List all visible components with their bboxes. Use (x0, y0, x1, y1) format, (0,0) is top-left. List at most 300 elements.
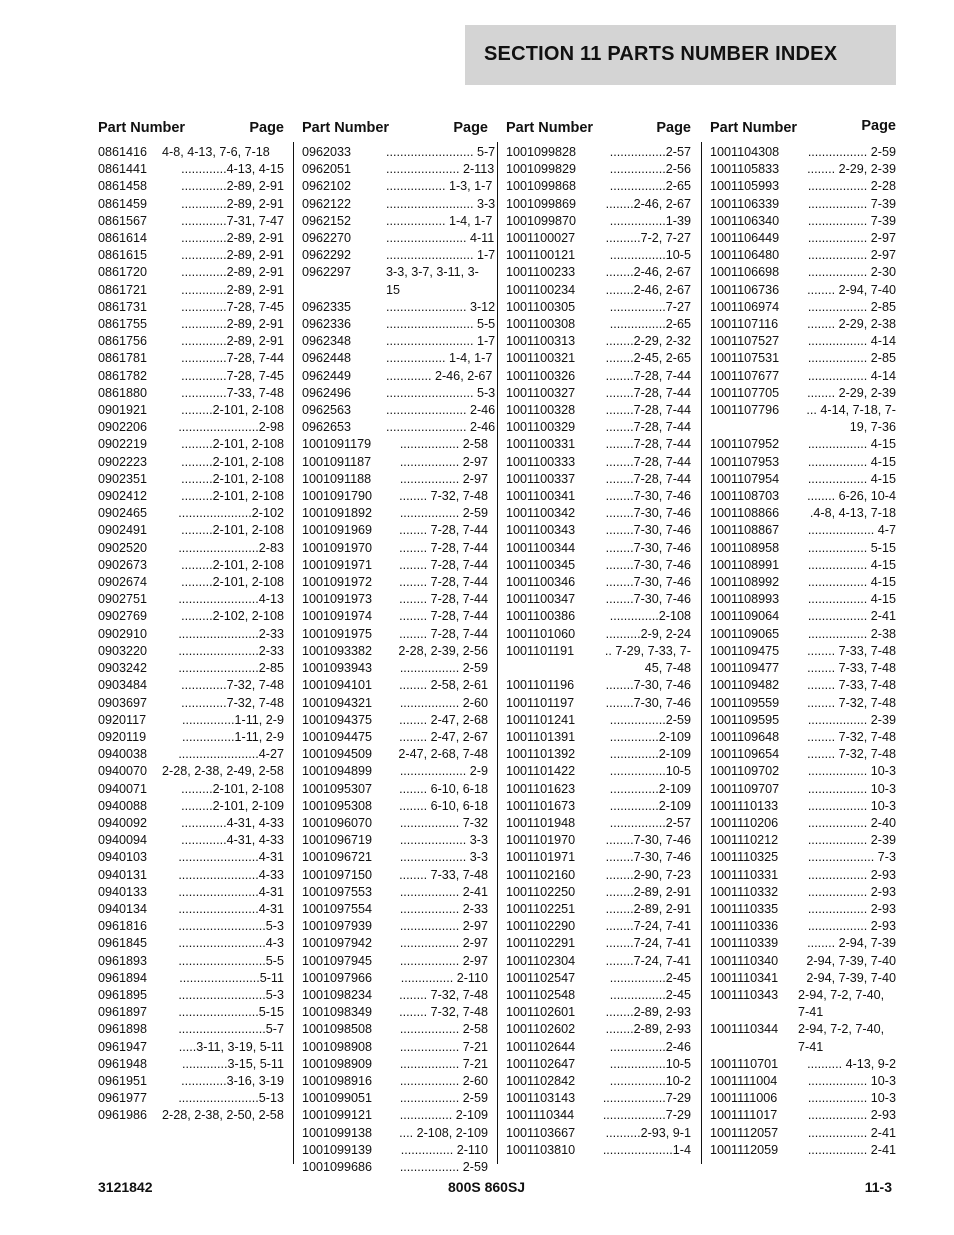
index-row (302, 1107, 488, 1124)
part-number: 0962653 (302, 420, 352, 435)
page-reference: ............... 2-110 (400, 970, 488, 985)
page-reference: ................. 2-41 (399, 884, 488, 899)
page-reference: ........7-30, 7-46 (605, 489, 691, 504)
page-reference: .....................2-102 (178, 506, 284, 521)
page-reference: .....3-11, 3-19, 5-11 (178, 1039, 284, 1054)
column-header (98, 118, 284, 144)
page-reference: .............4-31, 4-33 (181, 815, 284, 830)
part-number: 1001101948 (506, 815, 576, 830)
part-number: 0861721 (98, 282, 148, 297)
page-reference: .... 2-108, 2-109 (399, 1125, 488, 1140)
page-reference: .......................4-33 (178, 867, 284, 882)
part-number: 1001103667 (506, 1125, 576, 1140)
part-number: 0920119 (98, 729, 147, 744)
page-reference: ............. 2-46, 2-67 (386, 368, 493, 383)
index-row (98, 763, 284, 780)
index-row (710, 350, 896, 367)
index-row (98, 385, 284, 402)
index-row (710, 264, 896, 281)
page-reference: ........ 7-32, 7-48 (807, 729, 896, 744)
part-number: 0902674 (98, 575, 148, 590)
page-reference: ........ 2-58, 2-61 (399, 678, 488, 693)
index-row (302, 247, 496, 264)
index-row (506, 264, 691, 281)
index-row (506, 677, 691, 694)
index-row (98, 299, 284, 316)
page-reference: ........7-24, 7-41 (605, 936, 691, 951)
page-reference: ........2-90, 7-23 (605, 867, 691, 882)
index-row (98, 953, 284, 970)
part-number: 1001095308 (302, 798, 373, 813)
footer-doc-number: 3121842 (98, 1179, 153, 1195)
index-row (302, 350, 493, 367)
index-row (302, 901, 488, 918)
part-number: 1001102291 (506, 936, 576, 951)
index-row (506, 987, 691, 1004)
page-reference: 4-8, 4-13, 7-6, 7-18 (162, 145, 270, 159)
part-number: 1001094101 (302, 678, 373, 693)
page-reference: .. 7-29, 7-33, 7-45, 7-48 (604, 643, 691, 676)
page-reference: 2-28, 2-38, 2-50, 2-58 (162, 1108, 284, 1123)
page-reference: ................. 2-39 (807, 712, 896, 727)
page-reference: ................. 2-40 (807, 815, 896, 830)
index-row (710, 608, 896, 625)
page-reference: ........ 7-28, 7-44 (399, 540, 488, 555)
index-row (506, 729, 691, 746)
page-reference: ..................... 2-113 (386, 162, 495, 177)
index-row (302, 316, 496, 333)
index-row (506, 1004, 691, 1021)
page-reference: ................... 3-3 (399, 833, 488, 848)
index-row (506, 161, 691, 178)
part-number: 1001097553 (302, 884, 373, 899)
index-row (710, 953, 896, 970)
index-row (98, 832, 284, 849)
index-row (302, 1090, 488, 1107)
page-reference: 2-28, 2-38, 2-49, 2-58 (162, 764, 284, 779)
part-number: 0861416 (98, 145, 148, 159)
part-number: 1001100346 (506, 575, 576, 590)
page-reference: ................. 10-3 (807, 781, 896, 796)
page-reference: ........7-24, 7-41 (605, 919, 691, 934)
part-number: 1001101060 (506, 626, 576, 641)
page-reference: ................. 2-39 (807, 833, 896, 848)
part-number: 0940092 (98, 815, 148, 830)
index-row (98, 213, 284, 230)
page-reference: ........ 2-94, 7-39 (807, 936, 896, 951)
index-row (710, 1056, 896, 1073)
part-number: 1001091969 (302, 523, 373, 538)
index-row (506, 1021, 691, 1038)
part-number: 1001103143 (506, 1091, 576, 1106)
part-number: 1001100345 (506, 557, 576, 572)
part-number: 1001108992 (710, 575, 780, 590)
part-number: 1001100233 (506, 265, 576, 280)
index-row (710, 230, 896, 247)
part-number: 0962270 (302, 231, 352, 246)
part-number: 0961845 (98, 936, 148, 951)
page-reference: ................2-59 (609, 712, 691, 727)
page-reference: ........ 7-28, 7-44 (399, 523, 488, 538)
index-row (98, 1090, 284, 1107)
index-row (302, 763, 488, 780)
page-reference: ................. 10-3 (807, 798, 896, 813)
page-reference: ........2-89, 2-93 (605, 1005, 691, 1020)
index-row (506, 522, 691, 539)
page-reference: ........ 7-32, 7-48 (807, 695, 896, 710)
part-number: 0903484 (98, 678, 148, 693)
part-number: 1001098234 (302, 987, 373, 1002)
column-header (710, 118, 896, 144)
page-reference: ................. 2-93 (807, 1108, 896, 1123)
part-number: 0902465 (98, 506, 148, 521)
page-reference: .............2-89, 2-91 (181, 231, 284, 246)
page-reference: ........2-45, 2-65 (605, 351, 691, 366)
page-reference: ................. 2-59 (399, 506, 488, 521)
index-row (98, 643, 284, 660)
page-reference: .........2-101, 2-108 (181, 557, 284, 572)
index-row (98, 987, 284, 1004)
index-row (710, 1142, 896, 1159)
index-row (98, 144, 284, 161)
part-number: 1001091188 (302, 471, 372, 486)
page-reference: .........2-101, 2-108 (181, 471, 284, 486)
part-number: 0961951 (98, 1073, 148, 1088)
part-number: 1001106449 (710, 231, 780, 246)
index-row (710, 436, 896, 453)
part-number: 0962496 (302, 385, 352, 400)
page-reference: ................. 4-14 (807, 334, 896, 349)
part-number: 1001110325 (710, 850, 779, 865)
part-number: 0962033 (302, 145, 352, 159)
page-reference: .............2-89, 2-91 (181, 317, 284, 332)
part-number: 1001110212 (710, 833, 779, 848)
part-number: 1001104308 (710, 145, 780, 159)
index-row (710, 746, 896, 763)
index-row (302, 161, 495, 178)
part-number: 1001110332 (710, 884, 779, 899)
index-row (302, 522, 488, 539)
part-number: 0861615 (98, 248, 148, 263)
index-row (302, 746, 488, 763)
part-number: 1001096721 (302, 850, 373, 865)
page-reference: ................. 2-97 (807, 248, 896, 263)
part-number: 1001097945 (302, 953, 373, 968)
part-number: 1001099139 (302, 1142, 373, 1157)
part-number: 1001099686 (302, 1159, 373, 1174)
page-reference: 2-94, 7-2, 7-40, 7-41 (798, 987, 885, 1020)
page-reference: ................2-65 (609, 317, 691, 332)
page-reference: .......................5-13 (178, 1091, 284, 1106)
index-row (302, 144, 496, 161)
part-number: 0861782 (98, 368, 148, 383)
index-row (506, 144, 691, 161)
index-row (98, 1039, 284, 1056)
part-number: 0861567 (98, 213, 148, 228)
page-reference: ................. 2-59 (399, 1159, 488, 1174)
index-row (506, 815, 691, 832)
part-number: 0940094 (98, 833, 148, 848)
index-row (302, 505, 488, 522)
part-number: 1001102290 (506, 919, 576, 934)
page-reference: .............4-13, 4-15 (181, 162, 284, 177)
page-reference: .........................5-7 (178, 1022, 284, 1037)
page-reference: .............2-89, 2-91 (181, 196, 284, 211)
page-reference: .............2-89, 2-91 (181, 248, 284, 263)
part-number: 1001108993 (710, 592, 780, 607)
part-number: 0920117 (98, 712, 147, 727)
index-row (506, 1090, 691, 1107)
part-number: 0961893 (98, 953, 148, 968)
part-number: 1001095307 (302, 781, 373, 796)
part-number: 0940070 (98, 764, 148, 779)
column-divider (701, 142, 702, 1164)
page-reference: ................. 2-97 (807, 231, 896, 246)
page-reference: ........ 2-29, 2-39 (807, 162, 896, 177)
page-reference: ........7-30, 7-46 (605, 523, 691, 538)
index-row (710, 712, 896, 729)
index-row (506, 247, 691, 264)
index-row (302, 729, 488, 746)
part-number: 1001102547 (506, 970, 576, 985)
page-reference: .............7-32, 7-48 (181, 678, 284, 693)
part-number: 1001102251 (506, 901, 576, 916)
index-row (98, 660, 284, 677)
index-row (98, 454, 284, 471)
page-reference: .........................5-5 (178, 953, 284, 968)
page-reference: .............7-28, 7-45 (181, 368, 284, 383)
part-number: 0902223 (98, 454, 148, 469)
index-row (710, 144, 896, 161)
page-reference: ................... 2-9 (399, 764, 488, 779)
index-column-2 (302, 118, 496, 1176)
part-number: 1001109065 (710, 626, 780, 641)
index-row (710, 574, 896, 591)
index-row (506, 333, 691, 350)
page-reference: ........ 7-32, 7-48 (399, 489, 488, 504)
part-number: 0961816 (98, 919, 148, 934)
index-row (710, 1107, 896, 1124)
index-row (302, 1142, 488, 1159)
part-number: 1001107705 (710, 385, 780, 400)
part-number: 1001101970 (506, 833, 576, 848)
part-number: 1001109648 (710, 729, 780, 744)
page-reference: ........7-30, 7-46 (605, 592, 691, 607)
part-number: 1001100329 (506, 420, 576, 435)
index-row (98, 350, 284, 367)
part-number: 0962152 (302, 213, 352, 228)
page-reference: .............7-31, 7-47 (181, 213, 284, 228)
index-row (98, 901, 284, 918)
page-reference: ................. 7-39 (807, 196, 896, 211)
index-row (302, 591, 488, 608)
page-reference: ........7-30, 7-46 (605, 833, 691, 848)
page-reference: .........................5-3 (178, 987, 284, 1002)
index-row (710, 1090, 896, 1107)
index-row (710, 178, 896, 195)
page-reference: .........2-101, 2-109 (181, 798, 284, 813)
part-number: 0902910 (98, 626, 148, 641)
index-row (302, 471, 488, 488)
part-number: 0961895 (98, 987, 148, 1002)
part-number: 1001100344 (506, 540, 576, 555)
part-number-header: Part Number (98, 120, 186, 136)
page-reference: ........2-29, 2-32 (605, 334, 691, 349)
page-reference: ................... 3-3 (399, 850, 488, 865)
page-reference: ...............1-11, 2-9 (182, 712, 284, 727)
index-row (98, 695, 284, 712)
part-number: 1001106974 (710, 299, 780, 314)
index-row (710, 505, 896, 522)
page-reference: ................. 2-97 (399, 919, 488, 934)
column-divider (293, 142, 294, 1164)
page-reference: ................. 10-3 (807, 764, 896, 779)
page-reference: ........2-46, 2-67 (605, 265, 691, 280)
page-reference: ..........2-93, 9-1 (605, 1125, 691, 1140)
index-row (302, 454, 488, 471)
index-row (506, 1107, 691, 1124)
part-number: 1001108867 (710, 523, 780, 538)
page-reference: ................... 4-7 (807, 523, 896, 538)
page-reference: .........2-101, 2-108 (181, 489, 284, 504)
page-reference: ................. 2-59 (399, 661, 488, 676)
part-number: 0903220 (98, 643, 148, 658)
part-number: 1001100321 (506, 351, 576, 366)
index-row (98, 402, 284, 419)
page-reference: .............7-33, 7-48 (181, 385, 284, 400)
index-row (302, 884, 488, 901)
page-reference: ............... 2-109 (399, 1108, 488, 1123)
index-row (506, 574, 691, 591)
index-row (710, 832, 896, 849)
page-reference: .............3-15, 5-11 (182, 1056, 284, 1071)
part-number: 1001107116 (710, 317, 779, 332)
page-reference: ................. 4-15 (807, 592, 896, 607)
index-row (506, 540, 691, 557)
index-row (98, 884, 284, 901)
part-number: 1001100343 (506, 523, 576, 538)
part-number: 1001109064 (710, 609, 780, 624)
index-row (302, 1056, 488, 1073)
page-reference: .........2-101, 2-108 (181, 523, 284, 538)
index-row (302, 626, 488, 643)
part-number: 1001100027 (506, 231, 576, 246)
index-row (506, 695, 691, 712)
index-row (710, 471, 896, 488)
index-row (506, 953, 691, 970)
part-number: 1001100331 (506, 437, 576, 452)
page-reference: ................. 7-32 (399, 815, 488, 830)
index-row (710, 781, 896, 798)
index-row (710, 677, 896, 694)
part-number: 1001097939 (302, 919, 373, 934)
part-number: 1001093382 (302, 643, 373, 658)
index-row (98, 849, 284, 866)
index-row (506, 1073, 691, 1090)
page-reference: ........ 2-94, 7-40 (807, 282, 896, 297)
part-number: 1001094509 (302, 747, 373, 762)
page-reference: .......................2-33 (178, 626, 284, 641)
page-reference: ........2-89, 2-91 (605, 884, 691, 899)
part-number: 1001110344 (710, 1022, 779, 1037)
index-row (98, 798, 284, 815)
page-reference: ................. 2-41 (807, 1125, 896, 1140)
index-row (98, 178, 284, 195)
part-number: 1001100333 (506, 454, 576, 469)
part-number: 1001100313 (506, 334, 576, 349)
page-reference: ................. 1-3, 1-7 (386, 179, 493, 194)
index-row (98, 419, 284, 436)
index-row (710, 884, 896, 901)
page-reference: .......................4-31 (178, 850, 284, 865)
page-reference: .........................4-3 (178, 936, 284, 951)
index-row (506, 832, 691, 849)
index-row (506, 557, 691, 574)
page-reference: .............7-28, 7-45 (181, 299, 284, 314)
part-number: 1001101191 (506, 643, 575, 658)
index-row (506, 419, 691, 436)
page-reference: ................. 2-97 (399, 471, 488, 486)
part-number: 1001102602 (506, 1022, 576, 1037)
page-reference: ................... 7-3 (807, 850, 896, 865)
page-reference: .........2-101, 2-108 (181, 403, 284, 418)
index-row (98, 316, 284, 333)
part-number: 1001107531 (710, 351, 780, 366)
index-row (710, 591, 896, 608)
part-number: 1001100347 (506, 592, 576, 607)
column-divider (497, 142, 498, 1164)
page-reference: .........2-102, 2-108 (181, 609, 284, 624)
page-reference: ... 4-14, 7-18, 7-19, 7-36 (806, 403, 896, 435)
page-reference: ....................... 2-46 (386, 403, 496, 418)
page-reference: ........ 7-32, 7-48 (399, 987, 488, 1002)
page-reference: ................. 2-93 (807, 919, 896, 934)
page-reference: ........7-28, 7-44 (605, 403, 691, 418)
part-number: 1001099828 (506, 145, 577, 159)
part-number: 0902769 (98, 609, 148, 624)
index-row (506, 608, 691, 625)
part-number: 1001100342 (506, 506, 576, 521)
page-reference: 2-94, 7-2, 7-40, 7-41 (798, 1022, 885, 1054)
index-row (302, 178, 493, 195)
part-number: 1001101241 (506, 712, 576, 727)
part-number: 1001099868 (506, 179, 577, 194)
page-reference: ........7-28, 7-44 (605, 385, 691, 400)
index-row (302, 540, 488, 557)
index-row (302, 402, 496, 419)
page-reference: ................. 2-38 (807, 626, 896, 641)
page-reference: ................. 7-21 (399, 1056, 488, 1071)
index-row (506, 196, 691, 213)
index-row (302, 1159, 488, 1176)
page-reference: ........ 7-28, 7-44 (399, 592, 488, 607)
page-reference: ................. 2-85 (807, 351, 896, 366)
part-number: 1001091974 (302, 609, 373, 624)
index-row (302, 299, 496, 316)
index-row (302, 1073, 488, 1090)
index-row (302, 832, 488, 849)
part-number: 0861459 (98, 196, 148, 211)
page-header: Page (656, 120, 691, 136)
page-reference: .............2-89, 2-91 (181, 179, 284, 194)
page-reference: ..............2-109 (609, 781, 691, 796)
part-number: 1001098508 (302, 1022, 373, 1037)
part-number: 1001101392 (506, 747, 576, 762)
index-row (710, 316, 896, 333)
index-row (98, 230, 284, 247)
part-number: 1001107677 (710, 368, 780, 383)
part-number: 1001109475 (710, 643, 780, 658)
